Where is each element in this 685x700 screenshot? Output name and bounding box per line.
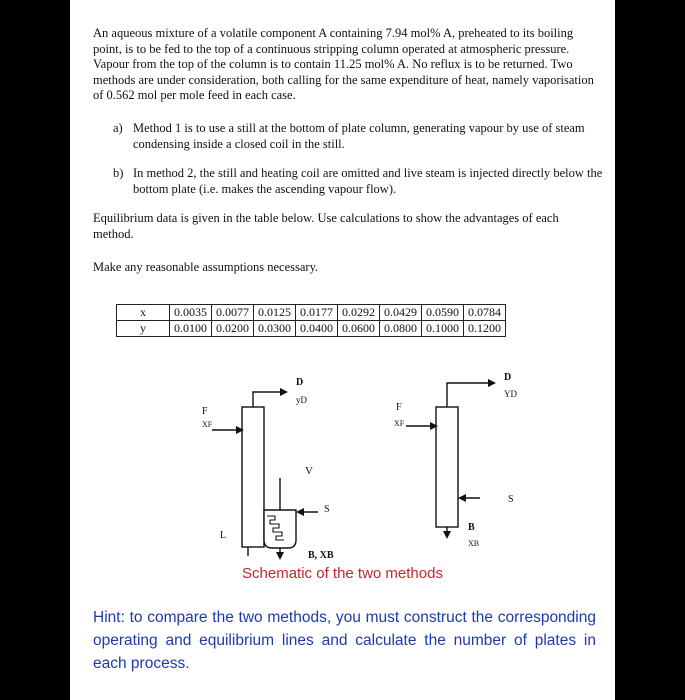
- x-header: x: [117, 305, 170, 321]
- x-cell: 0.0035: [170, 305, 212, 321]
- y-cell: 0.0600: [338, 321, 380, 337]
- x-cell: 0.0177: [296, 305, 338, 321]
- left-top-product-label: D: [296, 377, 304, 388]
- left-liquid-label: L: [220, 530, 227, 541]
- left-bottoms-label: B, XB: [308, 550, 334, 561]
- x-cell: 0.0784: [464, 305, 506, 321]
- right-feed-comp-label: XF: [394, 419, 405, 428]
- y-cell: 0.0300: [254, 321, 296, 337]
- hint-text: Hint: to compare the two methods, you must construct the corresponding operating and equilibrium lines and calculate the number of plates in each process.: [93, 609, 596, 672]
- left-steam-label: S: [324, 504, 330, 515]
- figure-caption: Schematic of the two methods: [242, 565, 443, 582]
- y-cell: 0.0100: [170, 321, 212, 337]
- item-b-text: In method 2, the still and heating coil are omitted and live steam is injected directly below the bottom plate (i.e. makes the ascending vapour flow).: [133, 166, 603, 196]
- assumptions-note: Make any reasonable assumptions necessary.: [93, 260, 319, 274]
- left-column: [242, 407, 264, 547]
- left-feed-label: F: [202, 406, 208, 417]
- y-cell: 0.1000: [422, 321, 464, 337]
- right-top-comp-label: YD: [504, 389, 517, 399]
- y-cell: 0.0200: [212, 321, 254, 337]
- left-vapour-label: V: [305, 465, 313, 477]
- item-a-label: a): [113, 121, 123, 135]
- schematic-figure: [70, 0, 615, 700]
- problem-intro: An aqueous mixture of a volatile component A containing 7.94 mol% A, preheated to its boiling point, is to be fed to the top of a continuous stripping column operated at atmospheric pressure. Vapour from the top of the column is to contain 11.25 mol% A. No reflux is to be returned. Two methods are under consideration, both calling for the same expenditure of heat, namely vaporisation of 0.562 mol per mole feed in each case.: [93, 26, 594, 102]
- y-header: y: [117, 321, 170, 337]
- y-cell: 0.1200: [464, 321, 506, 337]
- left-top-comp-label: yD: [296, 395, 307, 405]
- x-cell: 0.0125: [254, 305, 296, 321]
- item-b-label: b): [113, 166, 124, 180]
- x-cell: 0.0590: [422, 305, 464, 321]
- y-cell: 0.0800: [380, 321, 422, 337]
- document-page: [70, 0, 615, 700]
- left-feed-comp-label: XF: [202, 420, 213, 429]
- x-cell: 0.0292: [338, 305, 380, 321]
- right-bottoms-label: B: [468, 522, 475, 533]
- right-top-product-label: D: [504, 372, 512, 383]
- x-cell: 0.0429: [380, 305, 422, 321]
- x-cell: 0.0077: [212, 305, 254, 321]
- y-cell: 0.0400: [296, 321, 338, 337]
- right-top-vapour-line: [447, 383, 494, 407]
- left-top-vapour-line: [253, 392, 286, 407]
- right-bottoms-comp-label: XB: [468, 539, 480, 548]
- right-feed-label: F: [396, 402, 402, 413]
- right-steam-label: S: [508, 494, 514, 505]
- method1-schematic: [212, 392, 318, 558]
- item-a-text: Method 1 is to use a still at the bottom of plate column, generating vapour by use of steam condensing inside a closed coil in the still.: [133, 121, 585, 151]
- right-column: [436, 407, 458, 527]
- equilibrium-note: Equilibrium data is given in the table below. Use calculations to show the advantages of each method.: [93, 211, 559, 241]
- method2-schematic: [406, 383, 494, 537]
